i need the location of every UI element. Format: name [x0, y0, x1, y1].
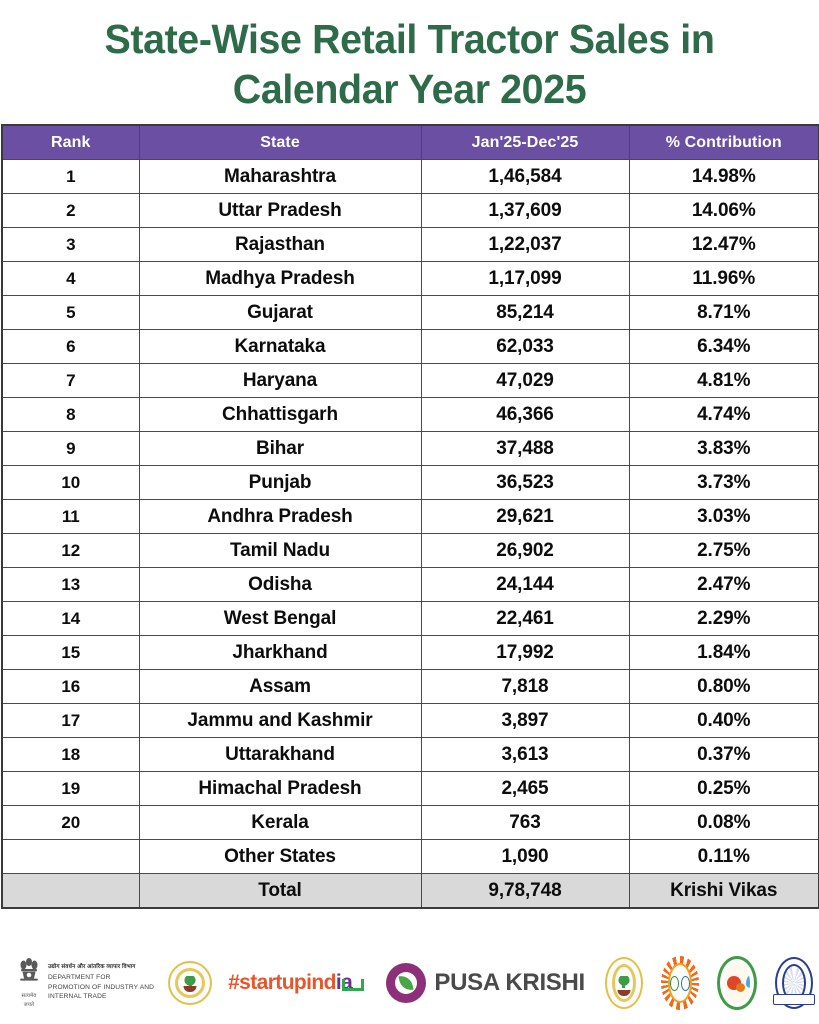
cell-sales: 26,902 [421, 534, 629, 568]
column-header-rank[interactable]: Rank [2, 125, 139, 160]
cell-rank: 5 [2, 296, 139, 330]
cell-rank: 18 [2, 738, 139, 772]
cell-state: Total [139, 874, 421, 909]
pusa-krishi-logo [386, 963, 585, 1003]
table-row [2, 806, 819, 840]
cell-contribution: 3.03% [629, 500, 819, 534]
cell-contribution: 3.73% [629, 466, 819, 500]
dpiit-logo [16, 957, 154, 1008]
total-row [2, 874, 819, 909]
page-title-line-1: State-Wise Retail Tractor Sales in [104, 16, 715, 62]
startup-india-tick-icon [342, 979, 364, 991]
table-row [2, 262, 819, 296]
cell-state: Haryana [139, 364, 421, 398]
startup-india-text-a: #startupind [228, 971, 336, 994]
dpiit-line-2: PROMOTION OF INDUSTRY AND [48, 983, 155, 991]
gear-seal-icon [661, 956, 699, 1010]
cell-contribution: 2.47% [629, 568, 819, 602]
cell-sales: 1,37,609 [421, 194, 629, 228]
cell-sales: 24,144 [421, 568, 629, 602]
cell-sales: 3,613 [421, 738, 629, 772]
pusa-krishi-wordmark: PUSA KRISHI [434, 969, 585, 996]
table-row [2, 296, 819, 330]
startup-india-text-b: ia [335, 971, 353, 994]
cell-sales: 22,461 [421, 602, 629, 636]
cell-rank: 6 [2, 330, 139, 364]
cell-sales: 37,488 [421, 432, 629, 466]
table-row [2, 772, 819, 806]
cell-sales: 29,621 [421, 500, 629, 534]
institute-ribbon-icon [773, 994, 815, 1005]
cell-sales: 763 [421, 806, 629, 840]
cell-sales: 1,090 [421, 840, 629, 874]
table-row [2, 840, 819, 874]
startup-india-logo [228, 971, 364, 995]
cell-contribution: Krishi Vikas [629, 874, 819, 909]
sales-table-container [0, 124, 819, 909]
table-row [2, 160, 819, 194]
cell-state: Madhya Pradesh [139, 262, 421, 296]
header-row [2, 125, 819, 160]
water-dot-icon [681, 976, 690, 991]
cell-sales: 1,46,584 [421, 160, 629, 194]
cell-state: Jammu and Kashmir [139, 704, 421, 738]
farmer-icon [736, 983, 745, 992]
cell-sales: 46,366 [421, 398, 629, 432]
cell-state: Tamil Nadu [139, 534, 421, 568]
cell-contribution: 11.96% [629, 262, 819, 296]
table-row [2, 330, 819, 364]
cell-sales: 1,17,099 [421, 262, 629, 296]
cell-state: Rajasthan [139, 228, 421, 262]
cell-sales: 62,033 [421, 330, 629, 364]
cell-rank: 17 [2, 704, 139, 738]
cell-rank: 8 [2, 398, 139, 432]
cell-rank [2, 874, 139, 909]
cell-rank: 9 [2, 432, 139, 466]
table-row [2, 364, 819, 398]
table-row [2, 228, 819, 262]
cell-contribution: 0.40% [629, 704, 819, 738]
cell-state: Punjab [139, 466, 421, 500]
dpiit-line-1: DEPARTMENT FOR [48, 974, 111, 982]
cell-state: Karnataka [139, 330, 421, 364]
table-row [2, 568, 819, 602]
india-state-emblem-icon [16, 957, 42, 1008]
table-row [2, 534, 819, 568]
page-title-line-2: Calendar Year 2025 [232, 66, 587, 113]
cell-rank: 2 [2, 194, 139, 228]
cell-rank: 14 [2, 602, 139, 636]
cell-rank: 11 [2, 500, 139, 534]
cell-contribution: 2.75% [629, 534, 819, 568]
cell-state: Jharkhand [139, 636, 421, 670]
farm-seal-inner [724, 963, 750, 1003]
dpiit-hindi-line: उद्योग संवर्धन और आंतरिक व्यापार विभाग [48, 964, 136, 971]
cell-state: Maharashtra [139, 160, 421, 194]
table-row [2, 602, 819, 636]
cell-rank [2, 840, 139, 874]
ashoka-emblem-icon [17, 957, 41, 987]
cell-contribution: 0.08% [629, 806, 819, 840]
cell-contribution: 14.98% [629, 160, 819, 194]
cell-sales: 85,214 [421, 296, 629, 330]
cell-state: West Bengal [139, 602, 421, 636]
cell-rank: 19 [2, 772, 139, 806]
table-row [2, 500, 819, 534]
sapling-icon [617, 976, 631, 990]
cell-contribution: 0.37% [629, 738, 819, 772]
column-header-period[interactable]: Jan'25-Dec'25 [421, 125, 629, 160]
agri-seal-icon [168, 961, 212, 1005]
cell-sales: 36,523 [421, 466, 629, 500]
cell-rank: 1 [2, 160, 139, 194]
cell-rank: 16 [2, 670, 139, 704]
cell-contribution: 0.11% [629, 840, 819, 874]
cell-sales: 3,897 [421, 704, 629, 738]
cell-rank: 20 [2, 806, 139, 840]
dpiit-line-3: INTERNAL TRADE [48, 993, 107, 1001]
cell-contribution: 2.29% [629, 602, 819, 636]
cell-rank: 4 [2, 262, 139, 296]
table-row [2, 670, 819, 704]
column-header-state[interactable]: State [139, 125, 421, 160]
cell-state: Bihar [139, 432, 421, 466]
cell-contribution: 12.47% [629, 228, 819, 262]
table-row [2, 398, 819, 432]
cell-sales: 17,992 [421, 636, 629, 670]
cell-contribution: 0.80% [629, 670, 819, 704]
cell-state: Kerala [139, 806, 421, 840]
cell-contribution: 6.34% [629, 330, 819, 364]
gear-seal-inner [668, 963, 692, 1003]
cell-rank: 12 [2, 534, 139, 568]
cell-contribution: 14.06% [629, 194, 819, 228]
cell-sales: 2,465 [421, 772, 629, 806]
cell-rank: 10 [2, 466, 139, 500]
pusa-krishi-leaf-icon [386, 963, 426, 1003]
dpiit-text-block [48, 964, 154, 1001]
laurel-seal-inner [612, 964, 636, 1002]
cell-state: Uttar Pradesh [139, 194, 421, 228]
leaf-dot-icon [670, 976, 679, 991]
cell-rank: 15 [2, 636, 139, 670]
table-row [2, 704, 819, 738]
cell-sales: 7,818 [421, 670, 629, 704]
cell-state: Uttarakhand [139, 738, 421, 772]
cell-state: Gujarat [139, 296, 421, 330]
cell-state: Assam [139, 670, 421, 704]
agri-seal-small-logo [168, 961, 212, 1005]
cell-rank: 7 [2, 364, 139, 398]
state-wise-sales-table [1, 124, 819, 909]
table-row [2, 194, 819, 228]
footer-logo-strip [0, 942, 819, 1024]
table-row [2, 636, 819, 670]
cell-contribution: 4.81% [629, 364, 819, 398]
cell-state: Odisha [139, 568, 421, 602]
page-title-block [0, 0, 819, 124]
cell-sales: 9,78,748 [421, 874, 629, 909]
cell-state: Other States [139, 840, 421, 874]
table-row [2, 738, 819, 772]
startup-india-wordmark [228, 971, 364, 995]
cell-rank: 13 [2, 568, 139, 602]
cell-contribution: 8.71% [629, 296, 819, 330]
table-body [2, 160, 819, 909]
cell-state: Chhattisgarh [139, 398, 421, 432]
cell-sales: 47,029 [421, 364, 629, 398]
icar-laurel-seal-icon [605, 957, 643, 1009]
cell-state: Himachal Pradesh [139, 772, 421, 806]
cell-sales: 1,22,037 [421, 228, 629, 262]
emblem-caption: सत्यमेव जयते [21, 993, 37, 1008]
column-header-contribution[interactable]: % Contribution [629, 125, 819, 160]
page-title [45, 14, 774, 114]
table-row [2, 466, 819, 500]
table-row [2, 432, 819, 466]
cell-contribution: 1.84% [629, 636, 819, 670]
cell-rank: 3 [2, 228, 139, 262]
institute-seal-icon [775, 957, 813, 1009]
farm-seal-icon [717, 956, 757, 1010]
agri-seal-inner [175, 968, 205, 998]
cell-state: Andhra Pradesh [139, 500, 421, 534]
water-drop-icon [746, 975, 750, 988]
cell-contribution: 3.83% [629, 432, 819, 466]
cell-contribution: 0.25% [629, 772, 819, 806]
cell-contribution: 4.74% [629, 398, 819, 432]
table-header [2, 125, 819, 160]
